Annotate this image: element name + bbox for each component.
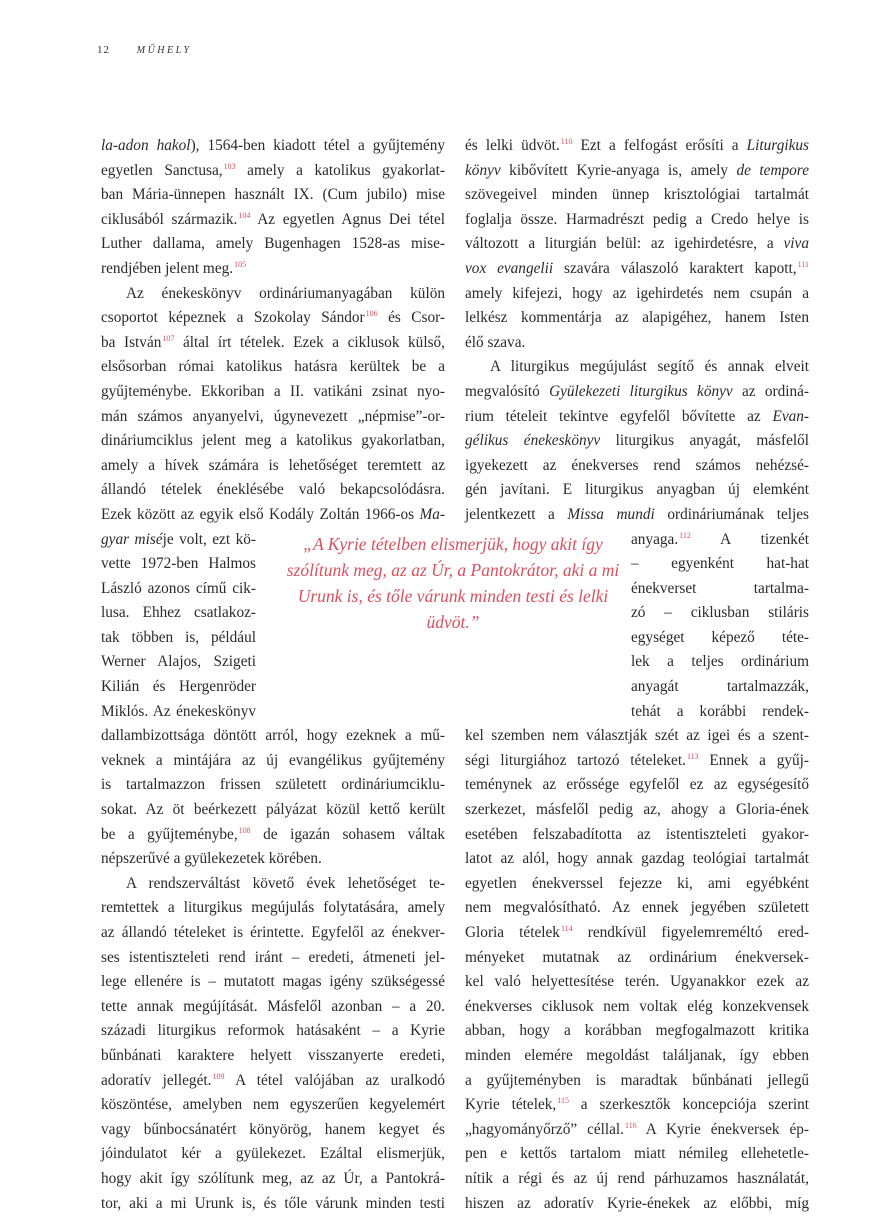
text-line: élő szava. [465,333,526,351]
text-line: mán számos anyanyelvi, úgynevezett „népmise”-or- [101,407,445,425]
text-line: zó – ciklusban stiláris [631,604,809,622]
text-line: szövegeivel minden ünnep krisztológiai tartalmát [465,186,809,204]
text-line: abban, hogy a korábban megfogalmazott kritika [465,1022,809,1040]
italic-text: Missa mundi [567,505,655,523]
text-line: A liturgikus megújulást segítő és annak elveit [490,358,809,376]
text-line: szerkezet, másfelől pedig az, ahogy a Gloria-ének [465,801,809,819]
text-line: anyagát tartalmazzák, [631,678,809,696]
text: Ezt a felfogást erősíti a [572,137,747,154]
italic-text: könyv [465,161,501,179]
text-line: lelkész kommentárja az alapigéhez, hanem Isten [465,309,809,327]
text-line: igyekezett az énekverses rend számos nehézsé- [465,456,809,474]
text-line: századi liturgikus reformok hatásaként – a Kyrie [101,1022,445,1040]
running-header [97,44,192,56]
text-line [101,503,445,528]
text-line [101,159,445,184]
text-line: a gyűjteményben is maradtak bűnbánati jellegű [465,1071,809,1089]
text: által írt tételek. Ezek a ciklusok külső, [174,333,445,351]
text-line: esetében felszabadította az istentiszteleti gyakor- [465,825,809,843]
text-line: tehát a korábbi rendek- [631,702,809,720]
text-line: gyűjteménybe. Ekkoriban a II. vatikáni zsinat nyo- [101,382,445,400]
footnote-ref[interactable]: 114 [560,924,573,933]
text-line [101,134,445,159]
italic-text: viva [783,235,809,253]
text-line: állandó tételek éneklésébe való bekapcsolódásra. [101,481,445,499]
italic-text: la-adon hakol [101,137,191,154]
text-line [101,257,445,282]
text-line [101,306,445,331]
text-line [101,331,445,356]
text-line: tor, aki a mi Urunk is, és tőle várunk minden testi [101,1194,445,1212]
text-line [465,503,809,528]
text-line [465,405,809,430]
text-line: minden elemére megoldást találjanak, így ebben [465,1046,809,1064]
section-title: MŰHELY [136,45,192,56]
text: az ordiná- [732,382,810,400]
text: kibővített Kyrie-anyaga is, amely [500,161,737,179]
text: a szerkesztők koncepciója szerint [568,1096,809,1114]
text-line: Miklós. Az énekeskönyv [101,702,256,720]
text-line: foglalja össze. Harmadrészt pedig a Credo helye is [465,210,809,228]
text: rendkívül figyelemreméltó ered- [572,924,810,941]
text-line: teménynek az erőssége egyfelől ez az egységesítő [465,776,809,794]
text: Kyrie tételek, [465,1096,557,1114]
footnote-ref[interactable]: 106 [365,309,378,319]
text-line: lusa. Ehhez csatlakoz- [101,604,256,622]
text: rium tételeit tekintve egyfelől bővítette az [465,407,773,425]
text-line: énekverset tartalma- [631,579,809,597]
footnote-ref[interactable]: 103 [223,161,236,171]
text: Az egyetlen Agnus Dei tétel [250,210,445,228]
text-line [465,429,809,454]
footnote-ref[interactable]: 110 [560,137,573,146]
text: ciklusából származik. [101,210,238,228]
text: de igazán sohasem váltak [250,825,445,843]
text-line: gén javítani. E liturgikus anyagban új elemként [465,481,809,499]
footnote-ref[interactable]: 116 [625,1120,637,1130]
text-line: köszöntése, amelyben nem egyszerűen kegyelemért [101,1096,445,1114]
text-line: bűnbánati karaktere helyett visszanyerte eredeti, [101,1046,445,1064]
text-line [101,1069,445,1094]
text: A tizenkét [690,530,809,548]
text-line: latot az alól, hogy annak gazdag teológiai tartalmát [465,850,809,868]
text-column-right [465,134,809,1216]
text: ségi liturgiához tartozó tételeket. [465,751,686,769]
text-line: Kilián és Hergenröder [101,678,256,696]
text-line: dináriumciklus jelent meg a katolikus gyakorlatban, [101,432,445,450]
text-line [465,257,809,282]
text-line: egységet képező téte- [631,628,809,646]
text-line: László azonos című cik- [101,579,256,597]
text-column-left [101,134,445,1216]
text: be a gyűjteménybe, [101,825,238,843]
text-line: vagy bűnbocsánatért könyörög, hanem kegyet és [101,1120,445,1138]
italic-text: Gyülekezeti liturgikus könyv [549,382,733,400]
text-line: dallambizottsága döntött arról, hogy ezeknek a mű- [101,727,445,745]
text-line: A rendszerváltást követő évek lehetőséget te- [126,874,445,892]
text-line [465,1093,809,1118]
text-line [465,921,809,946]
text: változott a liturgián belül: az igehirdetésre, a [465,235,784,253]
italic-text: de tempore [736,161,809,179]
text-line: nem megvalósítható. Az ennek jegyében született [465,899,809,917]
text-line: kel való helyettesítése terén. Ugyanakkor ezek az [465,973,809,991]
text-line [465,380,809,405]
text-line: elsősorban római katolikus hatásra kerültek be a [101,358,445,376]
footnote-ref[interactable]: 108 [238,825,251,835]
footnote-ref[interactable]: 107 [162,333,175,343]
text-line: nítik a régi és az új rend párhuzamos használatát, [465,1169,809,1187]
italic-text: gyar misé [101,530,163,548]
text-line [101,528,256,553]
text-line: vette 1972-ben Halmos [101,555,256,573]
text-line [465,1118,809,1143]
text: ), 1564-ben kiadott tétel a gyűjtemény [190,137,445,154]
footnote-ref[interactable]: 113 [686,751,699,761]
text-line: Werner Alajos, Szigeti [101,653,256,671]
text: adoratív jellegét. [101,1071,212,1089]
text-line: ban Mária-ünnepen használt IX. (Cum jubilo) mise [101,186,445,204]
pull-quote: „A Kyrie tételben elismerjük, hogy akit így szólítunk meg, az az Úr, a Pantokrátor, aki a mi Urunk is, és tőle várunk minden testi és lelki üdvöt.” [286,534,620,632]
footnote-ref[interactable]: 109 [212,1071,225,1081]
text-line: Luther dallama, amely Bugenhagen 1528-as mise- [101,235,445,253]
text-line: lek a teljes ordinárium [631,653,809,671]
text-line: népszerűvé a gyülekezetek körében. [101,850,322,868]
text-line: hogy akit így szólítunk meg, az az Úr, a Pantokrá- [101,1169,445,1187]
italic-text: Evan- [772,407,809,425]
text: egyetlen Sanctusa, [101,161,223,179]
text: rendjében jelent meg. [101,259,234,277]
text-line: énekverses ciklusok nem voltak elég konzekvensek [465,997,809,1015]
text-line: az állandó tételeket is érintette. Egyfelől az énekver- [101,924,445,941]
text-line: hiszen az adoratív Kyrie-énekek az előbbi, míg [465,1194,809,1212]
text: anyaga. [631,530,679,548]
text: jelentkezett a [465,505,568,523]
text-line [465,134,809,159]
footnote-ref[interactable]: 112 [679,530,691,540]
text-line: egyetlen énekverssel fejezze ki, ami egyébként [465,874,809,892]
footnote-ref[interactable]: 115 [557,1096,569,1106]
italic-text: vox evangelii [465,259,554,277]
text: csoportot képeznek a Szokolay Sándor [101,309,365,327]
text-line [101,823,445,848]
text: ordináriumának teljes [654,505,810,523]
text-line: tak többen is, például [101,628,256,646]
text-line: ses istentiszteleti rend iránt – eredeti, átmeneti jel- [101,948,445,966]
text-line [465,749,809,774]
text: Ezek között az egyik első Kodály Zoltán 1966-os [101,505,420,523]
text-line: kel szemben nem választják szét az igei és a szent- [465,727,809,745]
text-line [101,208,445,233]
italic-text: Liturgikus [746,137,809,154]
footnote-ref[interactable]: 104 [238,210,251,220]
text-line: amely kifejezi, hogy az igehirdetés nem csupán a [465,284,809,302]
text: A Kyrie énekversek ép- [636,1120,809,1138]
text: je volt, ezt kö- [162,530,256,548]
text: liturgikus anyagát, másfelől [600,432,810,450]
footnote-ref[interactable]: 111 [797,259,809,269]
italic-text: gélikus énekeskönyv [465,432,601,450]
text-line: ményeket mutatnak az ordinárium énekversek- [465,948,809,966]
text-line: veknek a mintájára az új evangélikus gyűjtemény [101,751,445,769]
text-line [465,232,809,257]
text: „hagyományőrző” céllal. [465,1120,625,1138]
text-line: Az énekeskönyv ordináriumanyagában külön [126,284,445,302]
text: Gloria tételek [465,924,560,941]
text-line: – egyenként hat-hat [631,555,809,573]
text-line [631,528,809,553]
text-line: pen e kettős tartalom miatt némileg ellehetetle- [465,1145,809,1163]
text: és lelki üdvöt. [465,137,560,154]
text-line: remtettek a liturgikus megújulás folytatására, amely [101,899,445,917]
text-line [465,159,809,184]
text: Ennek a gyűj- [698,751,809,769]
text: szavára válaszoló karaktert kapott, [553,259,797,277]
text-line: lege ellenére is – mutatott magas igény szükségessé [101,973,445,991]
text-line: is tartalmazzon frissen született ordináriumciklu- [101,776,445,794]
text-line: tette annak megújítását. Másfelől azonban – a 20. [101,997,445,1015]
text-line: jóindulatot kér a gyülekezet. Ezáltal elismerjük, [101,1145,445,1163]
text: ba István [101,333,162,351]
page-number: 12 [97,44,110,56]
italic-text: Ma- [419,505,445,523]
text-line: sokat. Az öt beérkezett pályázat közül kettő került [101,801,445,819]
text: és Csor- [377,309,445,327]
text-line: amely a hívek számára is lehetőséget teremtett az [101,456,445,474]
text: megvalósító [465,382,550,400]
footnote-ref[interactable]: 105 [234,259,247,269]
text: A tétel valójában az uralkodó [224,1071,445,1089]
text: amely a katolikus gyakorlat- [235,161,445,179]
